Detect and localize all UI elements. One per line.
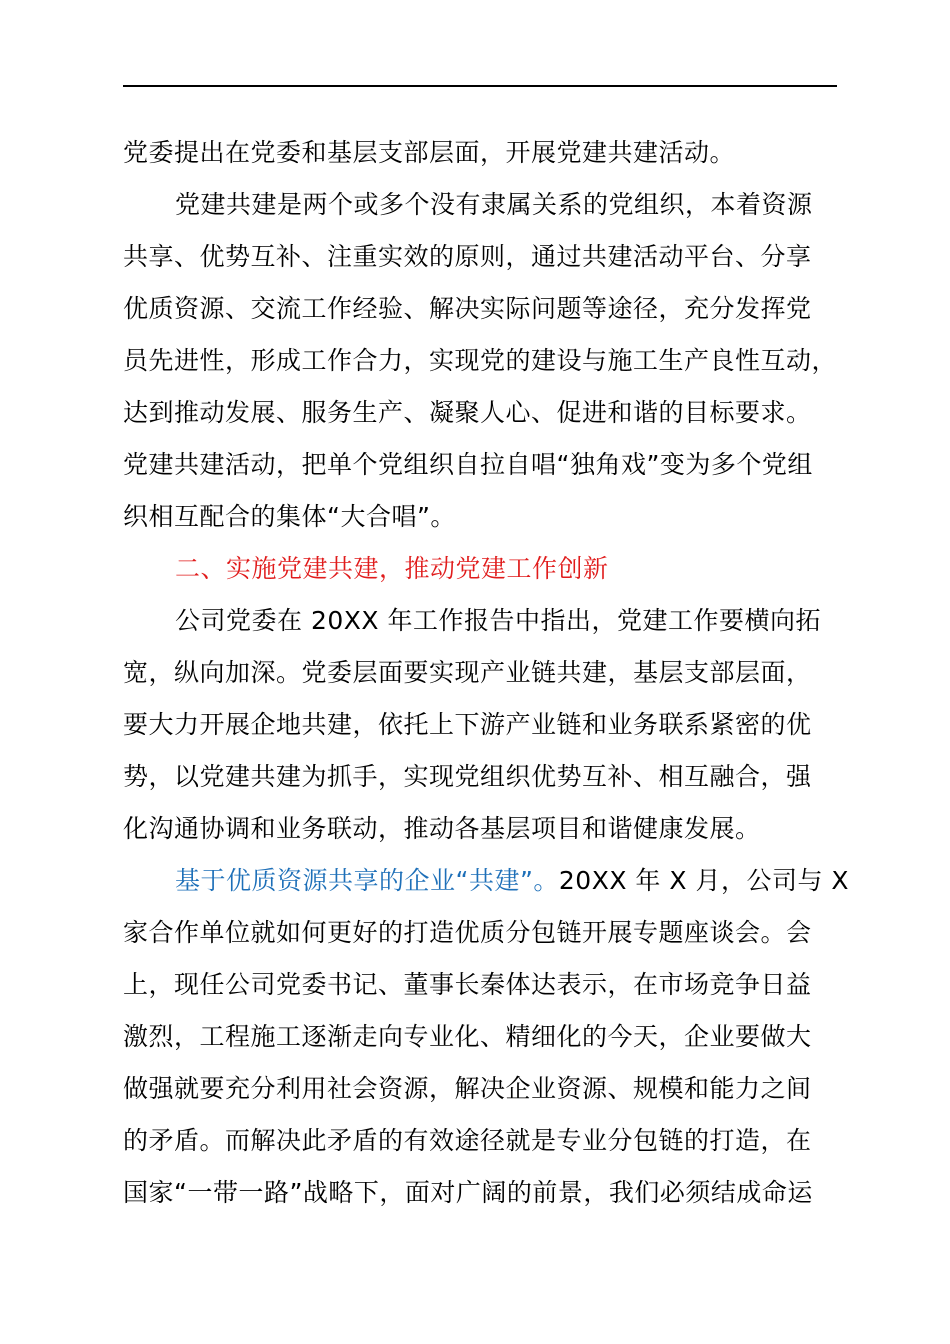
body-line-17: 上，现任公司党委书记、董事长秦体达表示，在市场竞争日益 xyxy=(123,970,812,999)
body-line-16: 家合作单位就如何更好的打造优质分包链开展专题座谈会。会 xyxy=(123,918,812,947)
body-line-11: 宽，纵向加深。党委层面要实现产业链共建，基层支部层面， xyxy=(123,658,812,687)
body-line-8: 织相互配合的集体“大合唱”。 xyxy=(123,502,456,531)
document-body xyxy=(123,127,850,1219)
header-rule xyxy=(123,85,837,87)
body-line-15-rest: 20XX 年 X 月，公司与 X xyxy=(558,866,850,895)
body-line-14: 化沟通协调和业务联动，推动各基层项目和谐健康发展。 xyxy=(123,814,761,843)
lead-phrase: 基于优质资源共享的企业“共建”。 xyxy=(175,866,559,895)
body-line-5: 员先进性，形成工作合力，实现党的建设与施工生产良性互动， xyxy=(123,346,838,375)
body-line-7: 党建共建活动，把单个党组织自拉自唱“独角戏”变为多个党组 xyxy=(123,450,813,479)
body-line-10: 公司党委在 20XX 年工作报告中指出，党建工作要横向拓 xyxy=(175,606,821,635)
body-line-3: 共享、优势互补、注重实效的原则，通过共建活动平台、分享 xyxy=(123,242,812,271)
body-line-4: 优质资源、交流工作经验、解决实际问题等途径，充分发挥党 xyxy=(123,294,812,323)
body-line-13: 势，以党建共建为抓手，实现党组织优势互补、相互融合，强 xyxy=(123,762,812,791)
body-line-21: 国家“一带一路”战略下，面对广阔的前景，我们必须结成命运 xyxy=(123,1178,813,1207)
body-line-15 xyxy=(123,855,850,907)
body-line-18: 激烈，工程施工逐渐走向专业化、精细化的今天，企业要做大 xyxy=(123,1022,812,1051)
section-heading: 二、实施党建共建，推动党建工作创新 xyxy=(175,554,609,583)
body-line-1: 党委提出在党委和基层支部层面，开展党建共建活动。 xyxy=(123,138,736,167)
body-line-19: 做强就要充分利用社会资源，解决企业资源、规模和能力之间 xyxy=(123,1074,812,1103)
body-line-6: 达到推动发展、服务生产、凝聚人心、促进和谐的目标要求。 xyxy=(123,398,812,427)
body-line-20: 的矛盾。而解决此矛盾的有效途径就是专业分包链的打造，在 xyxy=(123,1126,812,1155)
body-line-12: 要大力开展企地共建，依托上下游产业链和业务联系紧密的优 xyxy=(123,710,812,739)
body-line-2: 党建共建是两个或多个没有隶属关系的党组织，本着资源 xyxy=(175,190,813,219)
